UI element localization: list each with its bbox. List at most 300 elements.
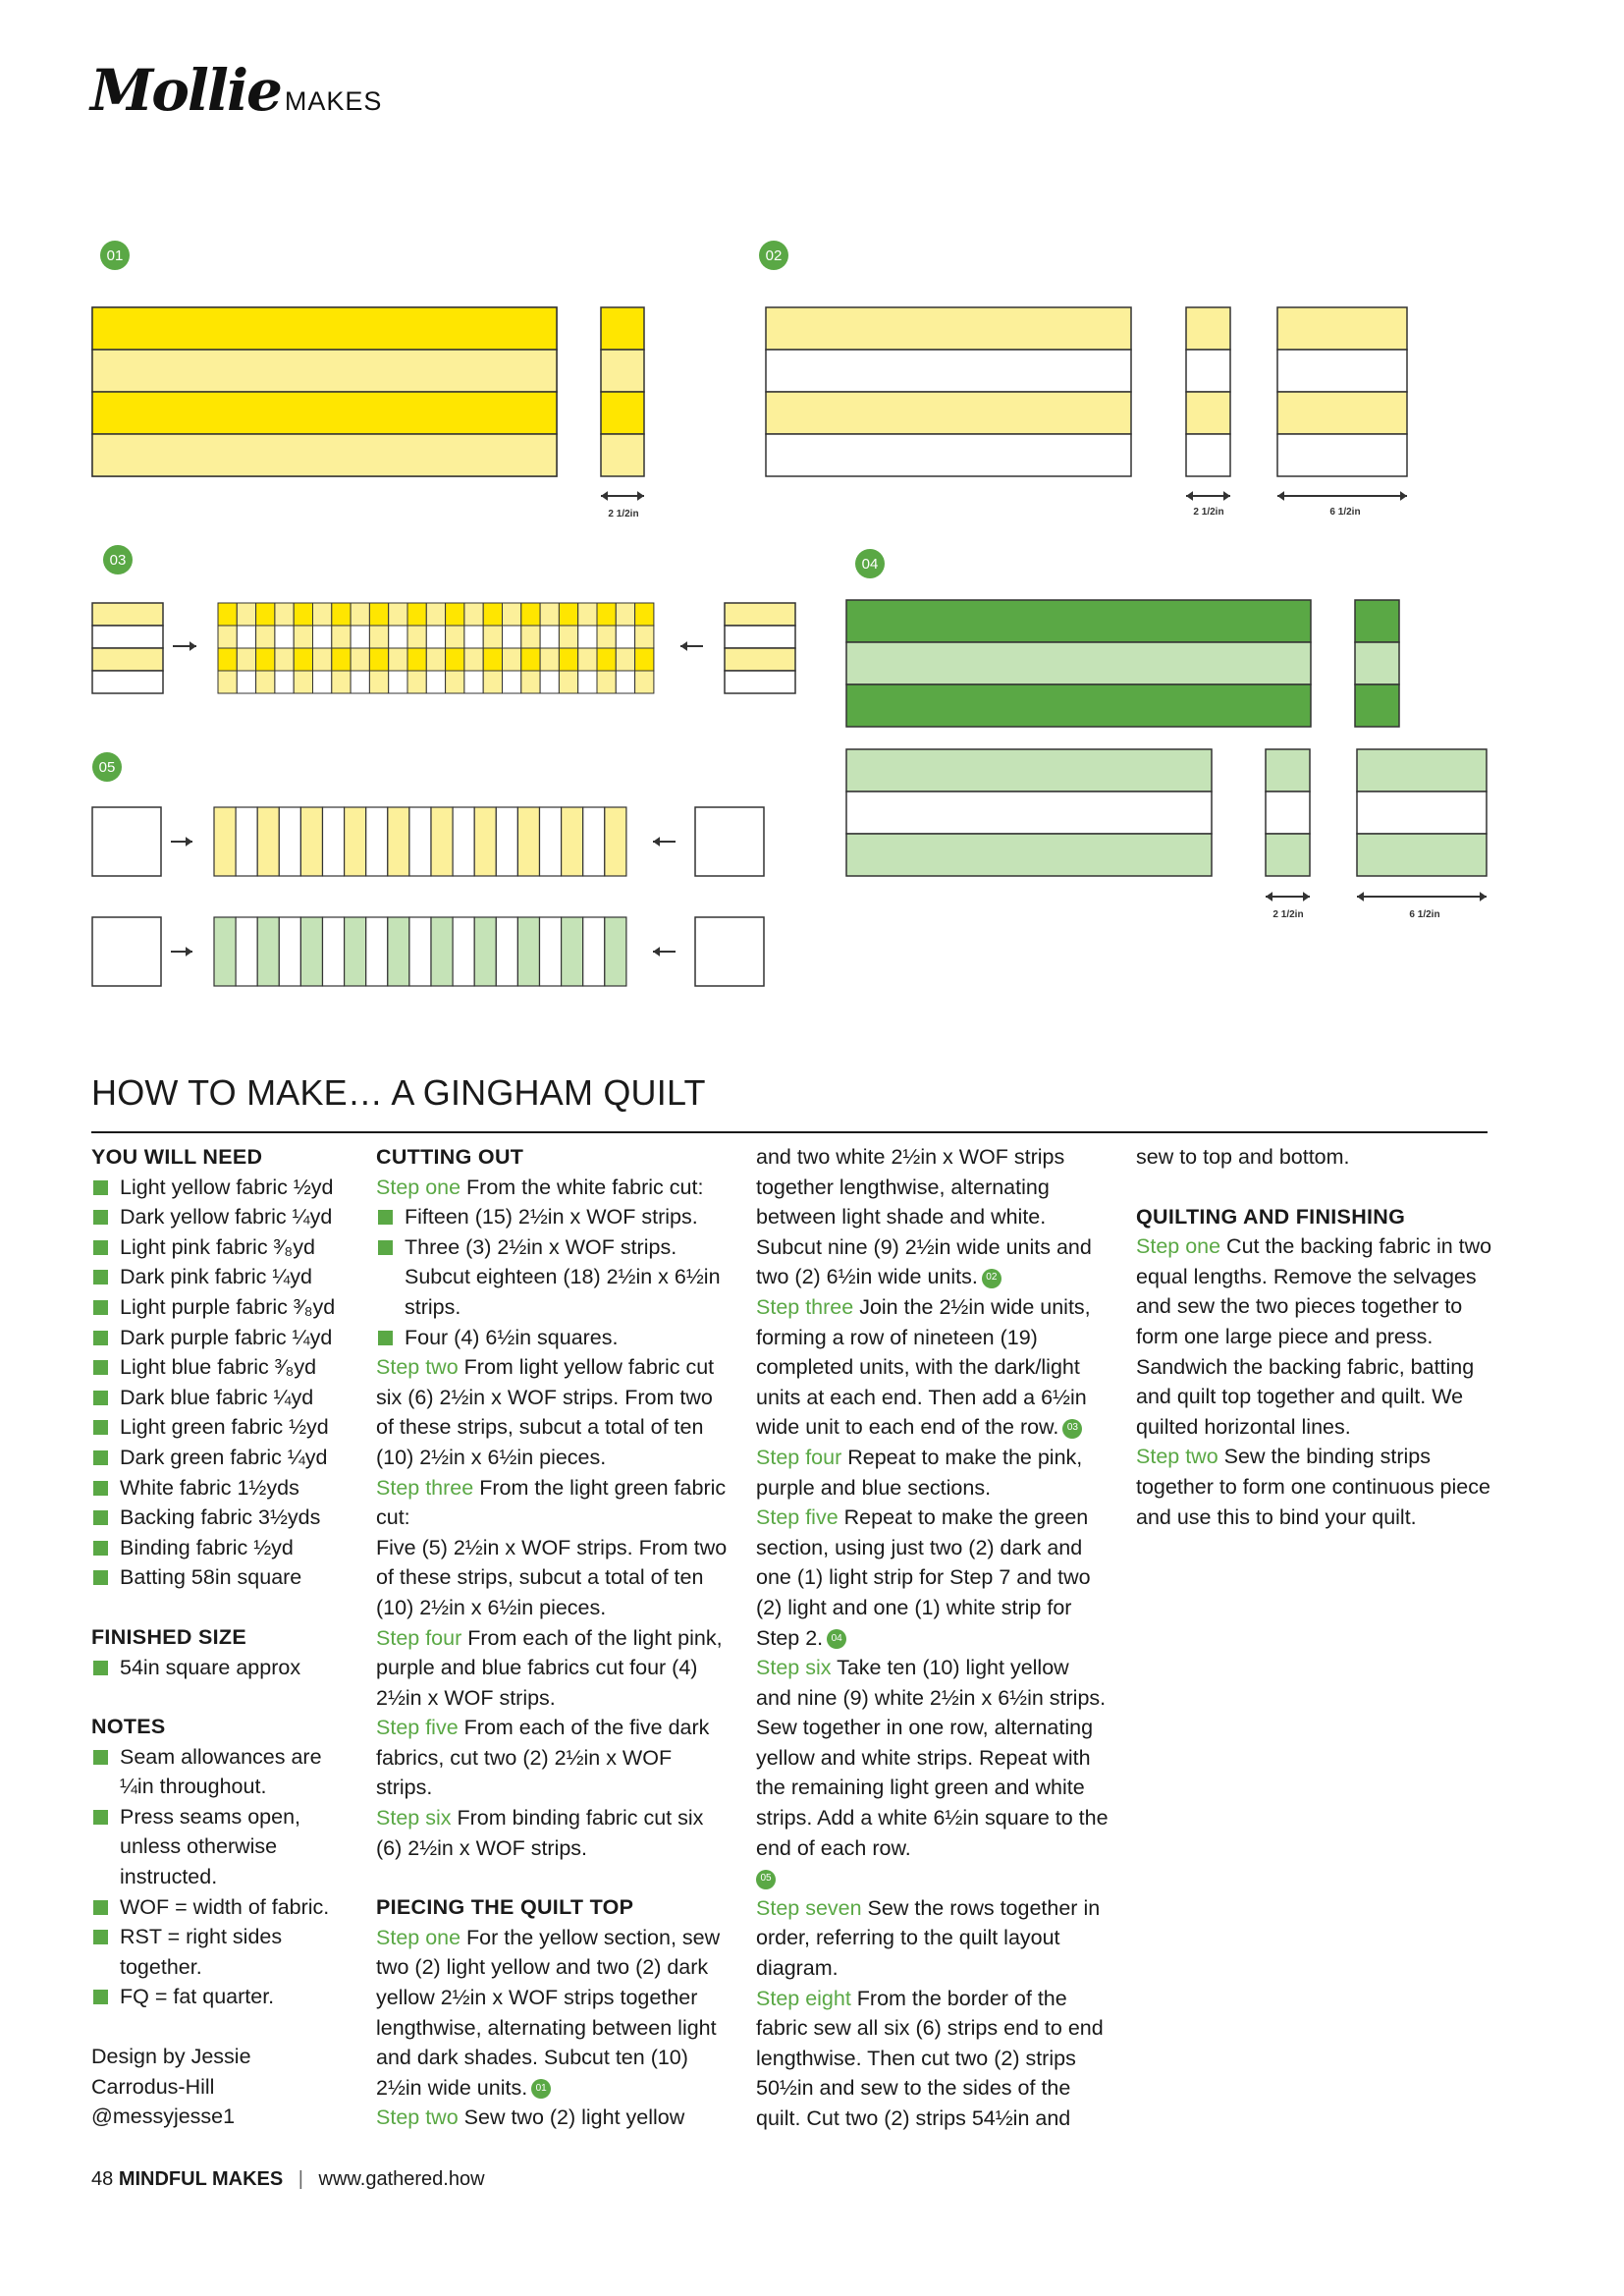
- bullet-square-icon: [93, 1331, 108, 1345]
- fabric-strip: [725, 626, 795, 648]
- arrow-icon: [653, 837, 660, 847]
- fabric-strip: [540, 807, 562, 876]
- gingham-cell: [483, 671, 502, 693]
- gingham-cell: [389, 648, 407, 671]
- gingham-cell: [521, 626, 540, 648]
- gingham-cell: [635, 671, 654, 693]
- gingham-cell: [483, 648, 502, 671]
- gingham-cell: [597, 603, 616, 626]
- gingham-cell: [237, 626, 255, 648]
- gingham-cell: [313, 671, 332, 693]
- list-item: Light pink fabric ³⁄₈yd: [91, 1232, 356, 1263]
- step-paragraph: Step two Sew two (2) light yellow: [376, 2105, 685, 2130]
- fabric-strip: [846, 600, 1311, 642]
- brand-caps: MAKES: [284, 86, 383, 116]
- gingham-cell: [294, 648, 312, 671]
- fabric-strip: [366, 917, 388, 986]
- bullet-square-icon: [93, 1541, 108, 1556]
- step-label: Step four: [376, 1625, 462, 1650]
- step-label: Step eight: [756, 1986, 851, 2010]
- fabric-strip: [366, 807, 388, 876]
- gingham-cell: [256, 626, 275, 648]
- step-label: Step two: [376, 2105, 459, 2130]
- fabric-strip: [766, 350, 1131, 392]
- dimension-arrow-icon: [1223, 491, 1230, 501]
- step-detail: Five (5) 2½in x WOF strips. From two of these strips, subcut a total of ten (10) 2½in x 6½in pieces.: [376, 1535, 728, 1619]
- arrow-icon: [680, 641, 687, 651]
- fabric-strip: [257, 807, 279, 876]
- fabric-strip: [766, 434, 1131, 476]
- gingham-cell: [389, 626, 407, 648]
- page-number: 48: [91, 2168, 114, 2190]
- list-item: Light yellow fabric ½yd: [91, 1173, 356, 1203]
- gingham-cell: [559, 648, 577, 671]
- gingham-cell: [464, 626, 483, 648]
- fabric-strip: [846, 792, 1212, 834]
- list-item: Dark green fabric ¼yd: [91, 1443, 356, 1473]
- dimension-label: 6 1/2in: [1409, 909, 1440, 920]
- gingham-cell: [332, 603, 351, 626]
- materials-list: [91, 1173, 356, 1593]
- fabric-strip: [431, 917, 453, 986]
- gingham-cell: [389, 603, 407, 626]
- gingham-cell: [256, 671, 275, 693]
- gingham-cell: [446, 626, 464, 648]
- step-label: Step one: [376, 1925, 461, 1949]
- gingham-cell: [559, 603, 577, 626]
- step-label: Step one: [1136, 1234, 1221, 1259]
- section-heading: QUILTING AND FINISHING: [1136, 1204, 1406, 1229]
- fabric-strip: [92, 626, 163, 648]
- quilt-diagrams: [0, 0, 1624, 1061]
- diagram-ref-badge: 05: [756, 1870, 776, 1889]
- diagram-badge-04: 04: [855, 549, 885, 578]
- step-label: Step four: [756, 1445, 842, 1469]
- dimension-arrow-icon: [1480, 892, 1487, 902]
- gingham-cell: [275, 648, 294, 671]
- diagram-badge-02: 02: [759, 241, 788, 270]
- gingham-cell: [616, 671, 634, 693]
- fabric-strip: [1186, 350, 1230, 392]
- fabric-strip: [279, 807, 300, 876]
- dimension-label: 2 1/2in: [1193, 507, 1224, 518]
- gingham-cell: [313, 603, 332, 626]
- step-paragraph: Step one For the yellow section, sew two (2) light yellow and two (2) dark yellow 2½in x WOF strips together lengthwise, alternating between light and dark shades. Subcut ten (10) 2½in wide units. 01: [376, 1925, 721, 2100]
- step-paragraph: Step eight From the border of the fabric sew all six (6) strips end to end lengthwise. Then cut two (2) strips 50½in and sew to the sides of the quilt. Cut two (2) strips 54½in and: [756, 1986, 1104, 2130]
- fabric-strip: [1266, 834, 1310, 876]
- fabric-strip: [766, 307, 1131, 350]
- gingham-cell: [559, 671, 577, 693]
- fabric-strip: [1357, 792, 1487, 834]
- fabric-strip: [725, 671, 795, 693]
- fabric-strip: [562, 807, 583, 876]
- list-item: Batting 58in square: [91, 1562, 356, 1593]
- white-square: [92, 917, 161, 986]
- section-heading: NOTES: [91, 1715, 166, 1739]
- brand-script: Mollie: [90, 57, 281, 124]
- step-paragraph: Step six From binding fabric cut six (6) 2½in x WOF strips.: [376, 1806, 704, 1860]
- column-1: [91, 1142, 356, 2132]
- gingham-cell: [351, 648, 369, 671]
- white-square: [695, 917, 764, 986]
- fabric-strip: [1355, 684, 1399, 727]
- dimension-arrow-icon: [1357, 892, 1364, 902]
- diagram-badge-03: 03: [103, 545, 133, 574]
- section-heading: PIECING THE QUILT TOP: [376, 1895, 634, 1920]
- gingham-cell: [597, 626, 616, 648]
- gingham-cell: [464, 603, 483, 626]
- gingham-cell: [275, 626, 294, 648]
- fabric-strip: [601, 350, 644, 392]
- section-heading: CUTTING OUT: [376, 1145, 524, 1169]
- step-label: Step five: [376, 1716, 459, 1740]
- gingham-cell: [635, 626, 654, 648]
- step-label: Step seven: [756, 1895, 862, 1920]
- fabric-strip: [92, 648, 163, 671]
- gingham-cell: [616, 648, 634, 671]
- white-square: [92, 807, 161, 876]
- gingham-cell: [503, 626, 521, 648]
- gingham-cell: [635, 603, 654, 626]
- gingham-cell: [540, 603, 559, 626]
- gingham-cell: [578, 671, 597, 693]
- fabric-strip: [300, 807, 322, 876]
- dimension-arrow-icon: [1303, 892, 1310, 902]
- list-item: Dark blue fabric ¼yd: [91, 1383, 356, 1413]
- gingham-cell: [407, 626, 426, 648]
- page-title: HOW TO MAKE… A GINGHAM QUILT: [91, 1072, 706, 1113]
- white-square: [695, 807, 764, 876]
- diagram-ref-badge: 01: [531, 2079, 551, 2099]
- fabric-strip: [345, 917, 366, 986]
- gingham-cell: [540, 626, 559, 648]
- fabric-strip: [323, 917, 345, 986]
- gingham-cell: [369, 603, 388, 626]
- bullet-square-icon: [93, 1750, 108, 1765]
- gingham-cell: [521, 671, 540, 693]
- fabric-strip: [388, 807, 409, 876]
- fabric-strip: [725, 648, 795, 671]
- gingham-cell: [597, 648, 616, 671]
- gingham-cell: [218, 603, 237, 626]
- arrow-icon: [186, 947, 192, 957]
- fabric-strip: [725, 603, 795, 626]
- fabric-strip: [92, 671, 163, 693]
- bullet-square-icon: [93, 1180, 108, 1195]
- list-item: Light purple fabric ³⁄₈yd: [91, 1292, 356, 1323]
- step-label: Step one: [376, 1175, 461, 1199]
- gingham-cell: [275, 671, 294, 693]
- gingham-cell: [351, 626, 369, 648]
- list-item: WOF = width of fabric.: [91, 1892, 356, 1923]
- list-item: Three (3) 2½in x WOF strips. Subcut eighteen (18) 2½in x 6½in strips.: [376, 1232, 730, 1323]
- dimension-label: 2 1/2in: [1272, 909, 1304, 920]
- gingham-cell: [369, 671, 388, 693]
- notes-list: [91, 1742, 356, 2012]
- fabric-strip: [1357, 749, 1487, 792]
- gingham-cell: [407, 603, 426, 626]
- fabric-strip: [517, 917, 539, 986]
- step-paragraph: Step four From each of the light pink, purple and blue fabrics cut four (4) 2½in x WOF strips.: [376, 1625, 723, 1710]
- gingham-cell: [218, 671, 237, 693]
- gingham-cell: [426, 626, 445, 648]
- gingham-cell: [332, 671, 351, 693]
- fabric-strip: [279, 917, 300, 986]
- step-label: Step two: [376, 1355, 459, 1380]
- list-item: FQ = fat quarter.: [91, 1982, 356, 2012]
- bullet-square-icon: [93, 1450, 108, 1465]
- fabric-strip: [453, 917, 474, 986]
- gingham-cell: [578, 603, 597, 626]
- gingham-cell: [294, 626, 312, 648]
- credit-line: Carrodus-Hill: [91, 2074, 215, 2099]
- fabric-strip: [214, 917, 236, 986]
- gingham-cell: [446, 671, 464, 693]
- dimension-arrow-icon: [1400, 491, 1407, 501]
- fabric-strip: [345, 807, 366, 876]
- diagram-ref-badge: 02: [982, 1269, 1001, 1288]
- step-paragraph: and two white 2½in x WOF strips together lengthwise, alternating between light shade and white. Subcut nine (9) 2½in wide units and two (2) 6½in wide units. 02: [756, 1145, 1092, 1289]
- list-item: Dark pink fabric ¼yd: [91, 1262, 356, 1292]
- fabric-strip: [766, 392, 1131, 434]
- step-label: Step two: [1136, 1445, 1218, 1469]
- fabric-strip: [236, 807, 257, 876]
- bullet-square-icon: [93, 1270, 108, 1285]
- arrow-icon: [653, 947, 660, 957]
- gingham-cell: [616, 603, 634, 626]
- fabric-strip: [474, 807, 496, 876]
- list-item: Press seams open, unless otherwise instructed.: [91, 1802, 356, 1892]
- fabric-strip: [323, 807, 345, 876]
- bullet-square-icon: [93, 1990, 108, 2004]
- gingham-cell: [483, 626, 502, 648]
- gingham-cell: [521, 603, 540, 626]
- gingham-cell: [540, 648, 559, 671]
- fabric-strip: [846, 642, 1311, 684]
- gingham-cell: [464, 671, 483, 693]
- gingham-cell: [407, 648, 426, 671]
- fabric-strip: [92, 603, 163, 626]
- fabric-strip: [431, 807, 453, 876]
- gingham-cell: [635, 648, 654, 671]
- fabric-strip: [1266, 749, 1310, 792]
- step-paragraph: Step two Sew the binding strips together to form one continuous piece and use this to bind your quilt.: [1136, 1445, 1490, 1529]
- gingham-cell: [332, 648, 351, 671]
- bullet-square-icon: [93, 1210, 108, 1225]
- bullet-square-icon: [93, 1420, 108, 1435]
- gingham-cell: [218, 648, 237, 671]
- fabric-strip: [474, 917, 496, 986]
- credit-line: Design by Jessie: [91, 2045, 251, 2069]
- fabric-strip: [409, 917, 431, 986]
- fabric-strip: [92, 392, 557, 434]
- step-paragraph: Step six Take ten (10) light yellow and nine (9) white 2½in x 6½in strips. Sew together in one row, alternating yellow and white strips. Repeat with the remaining light green and white strips. Add a white 6½in square to the end of each row. 05: [756, 1653, 1110, 1893]
- fabric-strip: [1277, 350, 1407, 392]
- arrow-icon: [189, 641, 196, 651]
- credit-line: @messyjesse1: [91, 2105, 236, 2129]
- fabric-strip: [92, 434, 557, 476]
- gingham-cell: [218, 626, 237, 648]
- gingham-cell: [616, 626, 634, 648]
- bullet-square-icon: [93, 1391, 108, 1405]
- bullet-square-icon: [93, 1900, 108, 1915]
- footer-section: MINDFUL MAKES: [118, 2168, 284, 2190]
- step-label: Step six: [376, 1806, 452, 1831]
- dimension-label: 6 1/2in: [1329, 507, 1361, 518]
- fabric-strip: [453, 807, 474, 876]
- step-paragraph: Step four Repeat to make the pink, purple and blue sections.: [756, 1445, 1083, 1500]
- continuation-text: sew to top and bottom.: [1136, 1145, 1350, 1169]
- fabric-strip: [1355, 600, 1399, 642]
- gingham-cell: [256, 648, 275, 671]
- bullet-square-icon: [93, 1661, 108, 1675]
- gingham-cell: [237, 671, 255, 693]
- list-item: Light blue fabric ³⁄₈yd: [91, 1352, 356, 1383]
- bullet-square-icon: [378, 1240, 393, 1255]
- bullet-square-icon: [93, 1300, 108, 1315]
- fabric-strip: [540, 917, 562, 986]
- fabric-strip: [1186, 307, 1230, 350]
- gingham-cell: [275, 603, 294, 626]
- gingham-cell: [597, 671, 616, 693]
- gingham-cell: [540, 671, 559, 693]
- bullet-square-icon: [93, 1810, 108, 1825]
- list-item: Four (4) 6½in squares.: [376, 1323, 730, 1353]
- gingham-cell: [313, 626, 332, 648]
- step-paragraph: Step three Join the 2½in wide units, forming a row of nineteen (19) completed units, with the dark/light units at each end. Then add a 6½in wide unit to each end of the row. 03: [756, 1294, 1091, 1440]
- bullet-square-icon: [93, 1240, 108, 1255]
- fabric-strip: [388, 917, 409, 986]
- footer-url: www.gathered.how: [318, 2168, 485, 2190]
- step-paragraph: Step seven Sew the rows together in order, referring to the quilt layout diagram.: [756, 1895, 1101, 1981]
- arrow-icon: [186, 837, 192, 847]
- column-4: [1136, 1142, 1499, 1532]
- fabric-strip: [1357, 834, 1487, 876]
- list-item: Seam allowances are ¼in throughout.: [91, 1742, 356, 1802]
- fabric-strip: [583, 917, 605, 986]
- fabric-strip: [1186, 434, 1230, 476]
- step-label: Step six: [756, 1656, 832, 1680]
- fabric-strip: [236, 917, 257, 986]
- diagram-ref-badge: 04: [827, 1629, 846, 1649]
- dimension-arrow-icon: [1266, 892, 1272, 902]
- bullet-square-icon: [93, 1930, 108, 1944]
- fabric-strip: [605, 917, 626, 986]
- gingham-cell: [446, 603, 464, 626]
- list-item: RST = right sides together.: [91, 1922, 356, 1982]
- gingham-cell: [256, 603, 275, 626]
- gingham-cell: [237, 603, 255, 626]
- fabric-strip: [601, 307, 644, 350]
- page-footer: [91, 2168, 485, 2191]
- step-paragraph: Step five From each of the five dark fabrics, cut two (2) 2½in x WOF strips.: [376, 1716, 710, 1800]
- list-item: White fabric 1½yds: [91, 1473, 356, 1503]
- list-item: Fifteen (15) 2½in x WOF strips.: [376, 1202, 730, 1232]
- section-heading: FINISHED SIZE: [91, 1624, 247, 1649]
- gingham-cell: [313, 648, 332, 671]
- fabric-strip: [496, 917, 517, 986]
- fabric-strip: [92, 350, 557, 392]
- fabric-strip: [1277, 392, 1407, 434]
- bullet-square-icon: [378, 1331, 393, 1345]
- fabric-strip: [257, 917, 279, 986]
- list-item: Dark yellow fabric ¼yd: [91, 1202, 356, 1232]
- dimension-label: 2 1/2in: [608, 509, 639, 519]
- list-item: 54in square approx: [91, 1653, 356, 1683]
- gingham-cell: [351, 671, 369, 693]
- gingham-cell: [237, 648, 255, 671]
- gingham-cell: [483, 603, 502, 626]
- gingham-cell: [503, 603, 521, 626]
- gingham-cell: [294, 603, 312, 626]
- step-label: Step five: [756, 1505, 839, 1530]
- list-item: Dark purple fabric ¼yd: [91, 1323, 356, 1353]
- bullet-square-icon: [93, 1510, 108, 1525]
- fabric-strip: [409, 807, 431, 876]
- gingham-cell: [446, 648, 464, 671]
- gingham-cell: [578, 626, 597, 648]
- gingham-cell: [578, 648, 597, 671]
- dimension-arrow-icon: [1277, 491, 1284, 501]
- fabric-strip: [517, 807, 539, 876]
- list-item: Backing fabric 3½yds: [91, 1503, 356, 1533]
- step-label: Step three: [376, 1475, 474, 1500]
- list-item: Binding fabric ½yd: [91, 1533, 356, 1563]
- diagram-area: [0, 0, 1624, 1061]
- title-rule: [91, 1131, 1488, 1133]
- bullet-square-icon: [93, 1570, 108, 1585]
- gingham-cell: [503, 671, 521, 693]
- gingham-cell: [294, 671, 312, 693]
- step-label: Step three: [756, 1294, 854, 1319]
- fabric-strip: [601, 434, 644, 476]
- fabric-strip: [1277, 434, 1407, 476]
- fabric-strip: [846, 684, 1311, 727]
- step-paragraph: Step one Cut the backing fabric in two equal lengths. Remove the selvages and sew the two pieces together to form one large piece and press. Sandwich the backing fabric, batting and quilt top together and quilt. We quilted horizontal lines.: [1136, 1234, 1492, 1439]
- diagram-ref-badge: 03: [1062, 1419, 1082, 1439]
- dimension-arrow-icon: [637, 491, 644, 501]
- fabric-strip: [1277, 307, 1407, 350]
- footer-separator: |: [298, 2168, 303, 2190]
- gingham-cell: [407, 671, 426, 693]
- step-paragraph: Step three From the light green fabric cut:: [376, 1475, 727, 1530]
- fabric-strip: [601, 392, 644, 434]
- gingham-cell: [559, 626, 577, 648]
- diagram-badge-05: 05: [92, 752, 122, 782]
- fabric-strip: [1355, 642, 1399, 684]
- bullet-square-icon: [93, 1481, 108, 1496]
- dimension-arrow-icon: [601, 491, 608, 501]
- gingham-cell: [369, 626, 388, 648]
- fabric-strip: [300, 917, 322, 986]
- fabric-strip: [846, 749, 1212, 792]
- section-heading: YOU WILL NEED: [91, 1145, 263, 1169]
- dimension-arrow-icon: [1186, 491, 1193, 501]
- gingham-cell: [426, 648, 445, 671]
- fabric-strip: [562, 917, 583, 986]
- gingham-cell: [426, 671, 445, 693]
- step-paragraph: Step one From the white fabric cut:: [376, 1175, 704, 1199]
- fabric-strip: [496, 807, 517, 876]
- fabric-strip: [1266, 792, 1310, 834]
- fabric-strip: [583, 807, 605, 876]
- gingham-cell: [426, 603, 445, 626]
- fabric-strip: [92, 307, 557, 350]
- fabric-strip: [846, 834, 1212, 876]
- gingham-cell: [521, 648, 540, 671]
- gingham-cell: [351, 603, 369, 626]
- bullet-square-icon: [378, 1210, 393, 1225]
